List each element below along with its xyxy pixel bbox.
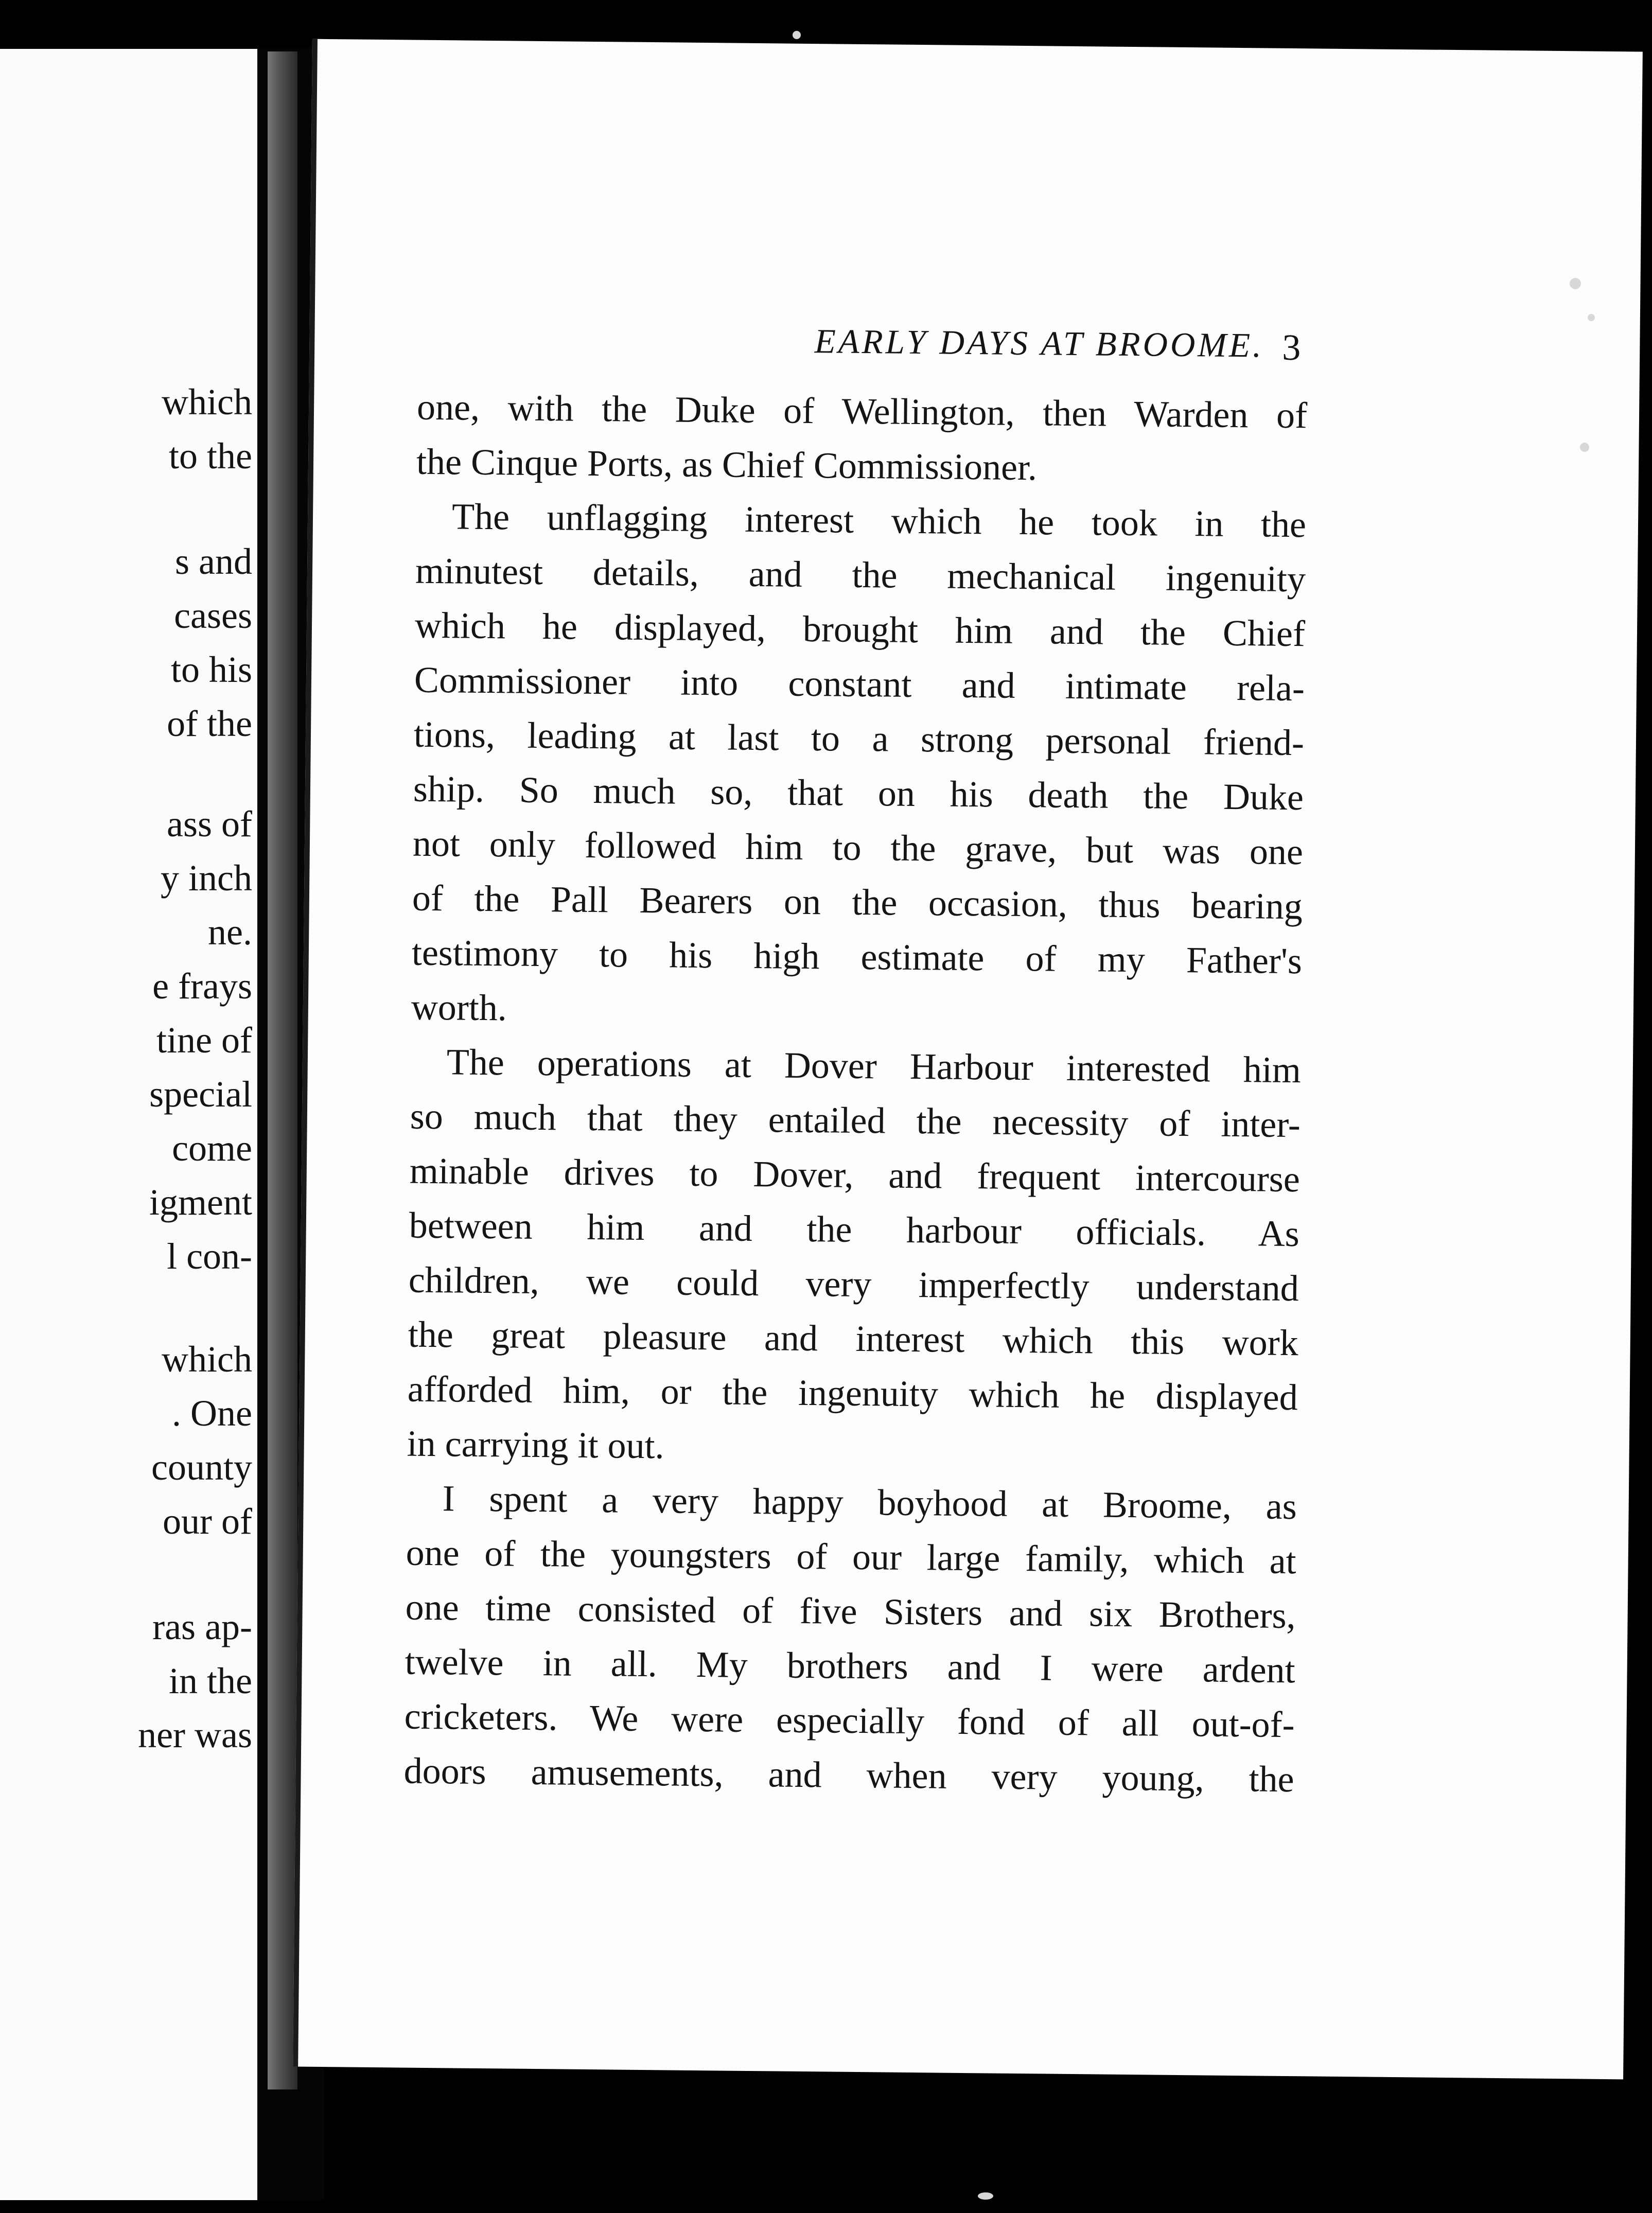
right-page	[293, 39, 1643, 2080]
left-page-fragment: igment	[149, 1182, 252, 1223]
page-number: 3	[1281, 326, 1301, 368]
text-line: ship. So much so, that on his death the Duke	[413, 768, 1304, 818]
left-page-fragment: to his	[170, 649, 252, 690]
text-line: minutest details, and the mechanical ingenuity	[415, 550, 1306, 600]
left-page-fragment: e frays	[152, 965, 252, 1007]
left-page-fragment: our of	[163, 1501, 252, 1542]
text-line: cricketers. We were especially fond of all out-of-	[404, 1695, 1295, 1746]
text-line: afforded him, or the ingenuity which he displayed	[407, 1368, 1298, 1418]
text-line: testimony to his high estimate of my Father's	[411, 932, 1303, 982]
left-page-fragment: s and	[175, 541, 252, 582]
left-page-fragment: y inch	[161, 857, 252, 899]
text-line: not only followed him to the grave, but was one	[412, 822, 1304, 873]
text-line: minable drives to Dover, and frequent intercourse	[409, 1150, 1300, 1200]
running-head: EARLY DAYS AT BROOME.	[814, 322, 1264, 365]
text-line: The operations at Dover Harbour interested him	[446, 1041, 1302, 1091]
left-page-fragment: in the	[169, 1660, 252, 1701]
dust-speck	[793, 31, 801, 39]
text-line: one of the youngsters of our large family, which at	[406, 1532, 1297, 1582]
text-line: in carrying it out.	[407, 1422, 665, 1467]
left-page-fragment: cases	[174, 595, 252, 636]
text-line: twelve in all. My brothers and I were ardent	[405, 1641, 1296, 1691]
left-page-fragment: ne.	[208, 911, 252, 953]
text-line: doors amusements, and when very young, the	[403, 1750, 1294, 1800]
text-line: Commissioner into constant and intimate rela-	[414, 659, 1305, 709]
left-page-fragment: of the	[167, 703, 252, 744]
text-line: between him and the harbour officials. As	[409, 1204, 1300, 1255]
text-line: which he displayed, brought him and the Chief	[414, 604, 1306, 655]
dust-speck	[1580, 443, 1589, 452]
text-line: so much that they entailed the necessity of inter-	[410, 1095, 1301, 1146]
left-page-fragment: ras ap-	[152, 1606, 252, 1647]
left-page-fragment: l con-	[167, 1236, 252, 1277]
text-line: one, with the Duke of Wellington, then Warden of	[416, 386, 1308, 436]
left-page-fragment: county	[151, 1447, 252, 1488]
text-line: the great pleasure and interest which this work	[408, 1313, 1299, 1364]
text-line: I spent a very happy boyhood at Broome, as	[442, 1478, 1297, 1527]
gutter-shadow	[268, 51, 297, 2089]
text-line: one time consisted of five Sisters and six Brothers,	[405, 1586, 1296, 1637]
left-page-fragment: to the	[169, 435, 252, 477]
body-text	[403, 380, 1307, 1806]
text-line: tions, leading at last to a strong personal friend-	[413, 713, 1305, 764]
text-line: The unflagging interest which he took in the	[451, 496, 1307, 546]
text-line: of the Pall Bearers on the occasion, thus bearing	[412, 877, 1303, 927]
left-page-fragment: . One	[172, 1393, 252, 1434]
left-page-fragment: which	[162, 1339, 252, 1380]
text-line: worth.	[411, 986, 507, 1029]
left-facing-page	[0, 49, 257, 2200]
text-line: children, we could very imperfectly understand	[408, 1259, 1299, 1309]
text-line: the Cinque Ports, as Chief Commissioner.	[416, 441, 1038, 488]
left-page-fragment: special	[149, 1074, 252, 1115]
left-page-fragment: ass of	[167, 803, 252, 845]
left-page-fragment: tine of	[156, 1020, 252, 1061]
left-page-fragment: ner was	[138, 1714, 252, 1755]
dust-speck	[1588, 314, 1595, 321]
left-page-fragment: come	[172, 1128, 252, 1169]
dust-speck	[1570, 278, 1581, 289]
left-page-fragment: which	[162, 381, 252, 423]
dust-speck	[978, 2192, 993, 2200]
